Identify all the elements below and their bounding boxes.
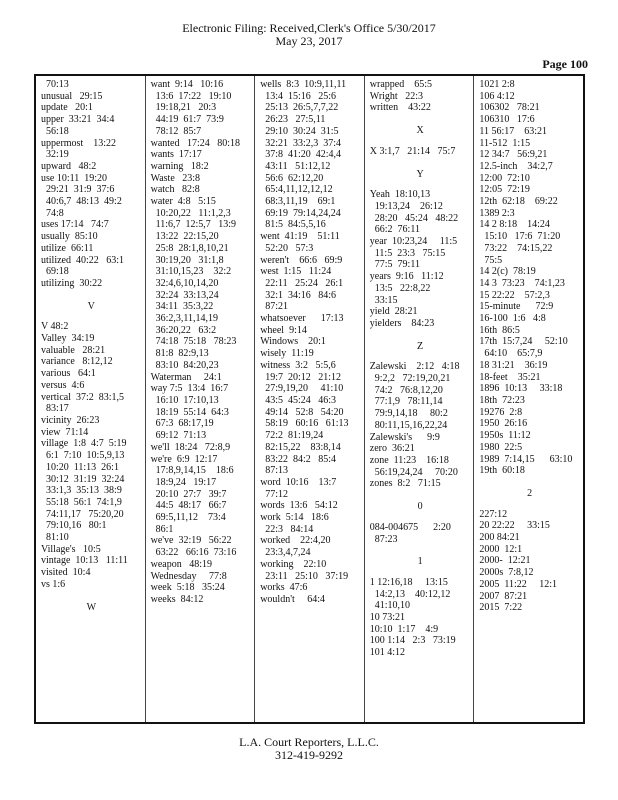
index-entry: 106 4:12 (479, 90, 515, 102)
index-entry: 11-512 1:15 (479, 137, 531, 149)
index-entry: utilize 66:11 (41, 242, 94, 254)
index-entry: Windows 20:1 (260, 336, 326, 348)
index-entry: wants 17:17 (150, 149, 202, 161)
index-entry: 18-feet 35:21 (479, 371, 541, 383)
index-entry: visited 10:4 (41, 567, 91, 579)
index-entry: 12th 62:18 69:22 (479, 196, 558, 208)
index-column-2 (146, 76, 256, 722)
index-entry: 36:20,22 63:2 (150, 324, 217, 336)
index-entry: 68:3,11,19 69:1 (260, 196, 336, 208)
section-letter: Z (417, 340, 424, 352)
index-entry: witness 3:2 5:5,6 (260, 359, 336, 371)
index-entry: 6:1 7:10 10:5,9,13 (41, 450, 125, 462)
index-entry: 20:10 27:7 39:7 (150, 488, 227, 500)
index-entry: 81:5 84:5,5,16 (260, 219, 326, 231)
index-entry: 084-004675 2:20 (369, 521, 451, 533)
index-entry: Zalewski 2:12 4:18 (369, 361, 460, 373)
index-entry: yielders 84:23 (369, 317, 435, 329)
index-entry: week 5:18 35:24 (150, 582, 225, 594)
index-entry: we'll 18:24 72:8,9 (150, 441, 231, 453)
index-entry: 106302 78:21 (479, 102, 540, 114)
index-entry: 13:22 22:15,20 (150, 231, 219, 243)
index-entry: 12 34:7 56:9,21 (479, 149, 548, 161)
index-entry: 74:8 (41, 207, 64, 219)
index-entry: 26:23 27:5,11 (260, 114, 326, 126)
index-entry: 11:5 23:3 75:15 (369, 247, 446, 259)
index-entry: work 5:14 18:6 (260, 512, 329, 524)
index-entry: 12.5-inch 34:2,7 (479, 160, 553, 172)
section-letter: 0 (417, 501, 423, 513)
index-entry: written 43:22 (369, 102, 431, 114)
index-entry: 30:19,20 31:1,8 (150, 254, 224, 266)
index-entry: 69:19 79:14,24,24 (260, 207, 341, 219)
index-entry: 63:22 66:16 73:16 (150, 547, 237, 559)
index-entry: 227:12 (479, 508, 508, 520)
index-entry: 10:20,22 11:1,2,3 (150, 207, 231, 219)
index-entry: 29:21 31:9 37:6 (41, 184, 115, 196)
index-entry: 13:6 17:22 19:10 (150, 90, 232, 102)
index-entry: working 22:10 (260, 558, 327, 570)
index-entry: upward 48:2 (41, 160, 97, 172)
index-entry: 11:6,7 12:5,7 13:9 (150, 219, 237, 231)
index-entry: 1950 26:16 (479, 418, 528, 430)
section-letter: Y (416, 168, 424, 180)
index-entry: 19th 60:18 (479, 465, 525, 477)
index-entry: 72:2 81:19,24 (260, 430, 324, 442)
word-index-table (34, 74, 585, 724)
index-entry: warning 18:2 (150, 160, 209, 172)
index-entry: 33:15 (369, 294, 398, 306)
index-entry: wisely 11:19 (260, 348, 314, 360)
index-entry: 1021 2:8 (479, 79, 515, 90)
index-entry: usually 85:10 (41, 231, 98, 243)
index-entry: unusual 29:15 (41, 90, 103, 102)
index-entry: Zalewski's 9:9 (369, 431, 440, 443)
section-letter: W (86, 601, 97, 613)
index-entry: vicinity 26:23 (41, 414, 100, 426)
index-entry: 9:2,2 72:19,20,21 (369, 373, 451, 385)
index-entry: 32:4,6,10,14,20 (150, 277, 219, 289)
index-entry: 25:13 26:5,7,7,22 (260, 102, 339, 114)
index-entry: Yeah 18:10,13 (369, 189, 431, 201)
index-entry: 23:3,4,7,24 (260, 547, 311, 559)
index-entry: 32:1 34:16 84:6 (260, 289, 337, 301)
index-entry: Wright 22:3 (369, 90, 423, 102)
index-entry: 29:10 30:24 31:5 (260, 125, 339, 137)
index-entry: 22:3 84:14 (260, 523, 314, 535)
index-entry: vertical 37:2 83:1,5 (41, 391, 125, 403)
section-letter: 2 (527, 487, 533, 499)
index-entry: valuable 28:21 (41, 344, 106, 356)
index-entry: 2007 87:21 (479, 590, 528, 602)
section-letter: 1 (417, 556, 423, 568)
index-entry: 65:4,11,12,12,12 (260, 184, 333, 196)
index-entry: 82:15,22 83:8,14 (260, 441, 341, 453)
filing-stamp: Electronic Filing: Received,Clerk's Office 5/30/2017 (182, 21, 436, 35)
index-entry: 17th 15:7,24 52:10 (479, 336, 568, 348)
index-entry: 2005 11:22 12:1 (479, 578, 558, 590)
index-entry: 1 12:16,18 13:15 (369, 576, 448, 588)
index-entry: 87:21 (260, 301, 288, 313)
index-entry: 2000- 12:21 (479, 555, 531, 567)
index-entry: 18:9,24 19:17 (150, 476, 217, 488)
index-entry: wells 8:3 10:9,11,11 (260, 79, 347, 90)
index-entry: Village's 10:5 (41, 543, 101, 555)
index-entry: works 47:6 (260, 582, 308, 594)
section-letter: X (416, 125, 424, 137)
index-column-4 (365, 76, 475, 722)
index-entry: 16:10 17:10,13 (150, 394, 219, 406)
index-entry: 55:18 56:1 74:1,9 (41, 496, 122, 508)
index-entry: 81:8 82:9,13 (150, 348, 209, 360)
index-entry: 52:20 57:3 (260, 242, 314, 254)
index-entry: uppermost 13:22 (41, 137, 116, 149)
index-entry: 87:23 (369, 533, 398, 545)
index-entry: 74:11,17 75:20,20 (41, 508, 124, 520)
index-entry: yield 28:21 (369, 306, 418, 318)
index-entry: went 41:19 51:11 (260, 231, 340, 243)
index-entry: 74:2 76:8,12,20 (369, 384, 443, 396)
index-entry: 2000s 7:8,12 (479, 567, 534, 579)
index-entry: Valley 34:19 (41, 333, 95, 345)
index-entry: year 10:23,24 11:5 (369, 236, 458, 248)
index-entry: 12:05 72:19 (479, 184, 530, 196)
index-entry: uses 17:14 74:7 (41, 219, 109, 231)
index-entry: 49:14 52:8 54:20 (260, 406, 344, 418)
index-entry: 15-minute 72:9 (479, 301, 554, 313)
index-entry: Wednesday 77:8 (150, 570, 227, 582)
index-entry: 40:6,7 48:13 49:2 (41, 196, 122, 208)
index-entry: 14 2(c) 78:19 (479, 266, 536, 278)
index-entry: 11 56:17 63:21 (479, 125, 548, 137)
index-entry: 30:12 31:19 32:24 (41, 473, 125, 485)
index-entry: 32:21 33:2,3 37:4 (260, 137, 342, 149)
index-entry: 77:12 (260, 488, 288, 500)
index-entry: 56:19,24,24 70:20 (369, 466, 458, 478)
index-entry: 34:11 35:3,22 (150, 301, 214, 313)
index-entry: 67:3 68:17,19 (150, 418, 214, 430)
index-entry: 2015 7:22 (479, 602, 523, 614)
index-entry: 19:18,21 20:3 (150, 102, 217, 114)
index-entry: 15:10 17:6 71:20 (479, 231, 561, 243)
index-entry: 14:2,13 40:12,12 (369, 588, 451, 600)
index-column-1 (36, 76, 146, 722)
index-entry: 18th 72:23 (479, 394, 525, 406)
index-entry: 14 2 8:18 14:24 (479, 219, 550, 231)
index-entry: zones 8:2 71:15 (369, 478, 441, 490)
index-entry: 16-100 1:6 4:8 (479, 313, 546, 325)
index-entry: zone 11:23 16:18 (369, 454, 449, 466)
index-entry: 44:5 48:17 66:7 (150, 500, 227, 512)
index-entry: 25:8 28:1,8,10,21 (150, 242, 229, 254)
index-entry: utilized 40:22 63:1 (41, 254, 125, 266)
index-entry: 77:5 79:11 (369, 259, 420, 271)
index-entry: we've 32:19 56:22 (150, 535, 232, 547)
index-entry: 83:10 84:20,23 (150, 359, 219, 371)
index-entry: 86:1 (150, 523, 174, 535)
index-entry: 19276 2:8 (479, 406, 523, 418)
index-entry: word 10:16 13:7 (260, 476, 337, 488)
page-number: Page 100 (542, 57, 588, 71)
index-entry: 56:6 62:12,20 (260, 172, 324, 184)
index-entry: 78:12 85:7 (150, 125, 202, 137)
index-entry: 200 84:21 (479, 532, 520, 544)
index-entry: 80:11,15,16,22,24 (369, 419, 448, 431)
index-entry: 100 1:14 2:3 73:19 (369, 635, 456, 647)
index-entry: Waterman 24:1 (150, 371, 222, 383)
index-entry: 28:20 45:24 48:22 (369, 212, 459, 224)
index-entry: update 20:1 (41, 102, 93, 114)
index-entry: 81:10 (41, 532, 69, 544)
index-entry: 1950s 11:12 (479, 430, 531, 442)
index-entry: 83:17 (41, 403, 69, 415)
index-entry: weren't 66:6 69:9 (260, 254, 343, 266)
index-entry: 14 3 73:23 74:1,23 (479, 277, 565, 289)
index-entry: 79:10,16 80:1 (41, 520, 107, 532)
index-entry: want 9:14 10:16 (150, 79, 224, 90)
index-entry: 10:20 11:13 26:1 (41, 461, 119, 473)
index-entry: 19:13,24 26:12 (369, 200, 443, 212)
index-entry: 15 22:22 57:2,3 (479, 289, 550, 301)
index-entry: 1896 10:13 33:18 (479, 383, 563, 395)
index-entry: 83:22 84:2 85:4 (260, 453, 337, 465)
index-entry: 75:5 (479, 254, 503, 266)
index-entry: wheel 9:14 (260, 324, 307, 336)
index-entry: wouldn't 64:4 (260, 593, 326, 605)
index-entry: 13:4 15:16 25:6 (260, 90, 337, 102)
index-entry: zero 36:21 (369, 443, 415, 455)
index-entry: we're 6:9 12:17 (150, 453, 218, 465)
index-entry: view 71:14 (41, 426, 89, 438)
index-entry: weapon 48:19 (150, 558, 212, 570)
index-entry: 31:10,15,23 32:2 (150, 266, 232, 278)
index-entry: 33:1,3 35:13 38:9 (41, 485, 122, 497)
index-entry: versus 4:6 (41, 379, 85, 391)
index-entry: 64:10 65:7,9 (479, 348, 543, 360)
index-entry: V 48:2 (41, 321, 69, 333)
filing-date: May 23, 2017 (275, 34, 343, 48)
index-entry: variance 8:12,12 (41, 356, 113, 368)
index-entry: 1980 22:5 (479, 441, 523, 453)
index-entry: 44:19 61:7 73:9 (150, 114, 224, 126)
index-entry: 69:18 (41, 266, 69, 278)
index-entry: way 7:5 13:4 16:7 (150, 383, 229, 395)
index-entry: 13:5 22:8,22 (369, 282, 431, 294)
index-entry: vintage 10:13 11:11 (41, 555, 128, 567)
index-entry: upper 33:21 34:4 (41, 114, 115, 126)
index-entry: years 9:16 11:12 (369, 271, 444, 283)
index-entry: 73:22 74:15,22 (479, 242, 553, 254)
index-entry: 22:11 25:24 26:1 (260, 277, 344, 289)
index-entry: worked 22:4,20 (260, 535, 331, 547)
index-entry: west 1:15 11:24 (260, 266, 332, 278)
index-entry: 1989 7:14,15 63:10 (479, 453, 573, 465)
index-entry: vs 1:6 (41, 578, 66, 590)
index-entry: 69:12 71:13 (150, 430, 207, 442)
index-column-3 (255, 76, 365, 722)
index-entry: 10 73:21 (369, 612, 406, 624)
index-entry: 12:00 72:10 (479, 172, 530, 184)
index-entry: wanted 17:24 80:18 (150, 137, 241, 149)
index-entry: use 10:11 19:20 (41, 172, 108, 184)
index-entry: 69:5,11,12 73:4 (150, 512, 226, 524)
index-entry: various 64:1 (41, 368, 96, 380)
index-entry: X 3:1,7 21:14 75:7 (369, 145, 456, 157)
index-entry: wrapped 65:5 (369, 79, 432, 90)
index-entry: 70:13 (41, 79, 69, 90)
index-entry: 1389 2:3 (479, 207, 515, 219)
index-entry: 58:19 60:16 61:13 (260, 418, 349, 430)
index-entry: whatsoever 17:13 (260, 313, 344, 325)
index-entry: weeks 84:12 (150, 593, 204, 605)
reporter-company: L.A. Court Reporters, L.L.C. (239, 735, 379, 749)
index-entry: 101 4:12 (369, 647, 406, 659)
index-entry: 10:10 1:17 4:9 (369, 623, 439, 635)
index-entry: 36:2,3,11,14,19 (150, 313, 219, 325)
index-entry: words 13:6 54:12 (260, 500, 338, 512)
index-entry: 56:18 (41, 125, 69, 137)
index-entry: 20 22:22 33:15 (479, 520, 550, 532)
index-entry: 17:8,9,14,15 18:6 (150, 465, 234, 477)
index-entry: 18 31:21 36:19 (479, 359, 548, 371)
index-entry: 23:11 25:10 37:19 (260, 570, 349, 582)
reporter-phone: 312-419-9292 (275, 748, 343, 762)
index-entry: watch 82:8 (150, 184, 200, 196)
index-entry: village 1:8 4:7 5:19 (41, 438, 127, 450)
index-entry: 41:10,10 (369, 600, 411, 612)
index-entry: 77:1,9 78:11,14 (369, 396, 443, 408)
index-entry: 32:24 33:13,24 (150, 289, 219, 301)
index-entry: 2000 12:1 (479, 543, 523, 555)
index-entry: 32:19 (41, 149, 69, 161)
index-entry: 43:11 51:12,12 (260, 160, 331, 172)
index-entry: 18:19 55:14 64:3 (150, 406, 229, 418)
index-entry: 106310 17:6 (479, 114, 535, 126)
index-entry: 79:9,14,18 80:2 (369, 408, 448, 420)
index-entry: 66:2 76:11 (369, 224, 420, 236)
index-entry: 37:8 41:20 42:4,4 (260, 149, 342, 161)
index-entry: 74:18 75:18 78:23 (150, 336, 237, 348)
index-entry: 87:13 (260, 465, 288, 477)
index-entry: utilizing 30:22 (41, 277, 103, 289)
index-entry: 43:5 45:24 46:3 (260, 394, 337, 406)
index-entry: 16th 86:5 (479, 324, 520, 336)
index-entry: 19:7 20:12 21:12 (260, 371, 342, 383)
index-entry: Waste 23:8 (150, 172, 201, 184)
section-letter: V (87, 300, 95, 312)
index-entry: 27:9,19,20 41:10 (260, 383, 344, 395)
index-column-5 (474, 76, 583, 722)
index-entry: water 4:8 5:15 (150, 196, 216, 208)
